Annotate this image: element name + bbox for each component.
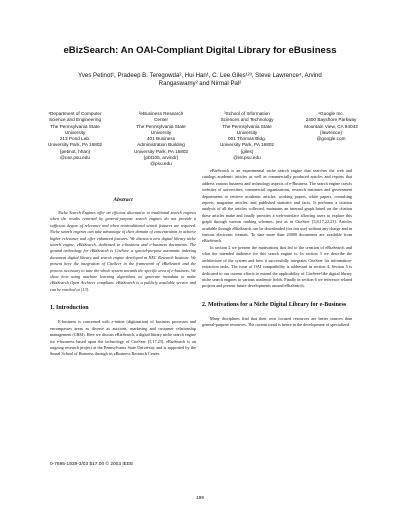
affiliation-line: @cse.psu.edu	[59, 155, 91, 161]
authors-line-2: Rangaswamy² and Nirmal Pal²	[158, 80, 242, 88]
affiliation-line: 401 Business	[146, 136, 176, 142]
affiliation-line: Mountain View, CA 94043	[304, 123, 358, 129]
affiliation-line: University	[150, 129, 172, 135]
affiliation-line: The Pennsylvania State	[222, 123, 272, 129]
abstract-heading: Abstract	[113, 197, 133, 203]
affiliation-4	[290, 111, 372, 142]
left-column	[50, 196, 196, 358]
right-paragraph-2: In section 2 we present the motivations that led to the creation of eBizSearch and what the intended audience for this search engine is. In section 3 we describe the architecture of the system and how it successfully integrates CiteSeer for information-extraction tasks. The issue of OAI compatibility is addressed in section 4. Section 5 is dedicated to our current efforts to extend the applicability of CiteSeer-like digital library niche search engines to various academic fields. Finally in section 6 we reference related projects and present future developments around eBizSearch.	[202, 244, 352, 289]
affiliation-line: University Park, PA 16802	[219, 142, 275, 148]
affiliation-line: Administration Building	[137, 142, 185, 148]
section-2-paragraph: Many disciplines find that their own focused resources are better sources than general-purpose resources. The current trend is hence in the development of specialized	[202, 315, 352, 328]
affiliation-line: ⁴Google Inc.	[318, 111, 344, 116]
affiliation-line: University	[64, 129, 86, 135]
affiliation-2	[120, 111, 202, 168]
affiliation-line: ³School of Information	[224, 111, 270, 116]
affiliation-line: ²eBusiness Research	[138, 111, 184, 116]
affiliation-line: University Park, PA 16802	[133, 148, 189, 154]
affiliation-line: @ist.psu.edu	[233, 155, 261, 161]
affiliation-line: The Pennsylvania State	[136, 123, 186, 129]
section-2-heading: 2. Motivations for a Niche Digital Library for e-Business	[202, 301, 347, 308]
affiliation-line: ¹Department of Computer	[48, 111, 102, 116]
affiliation-line: {pbt105, arvindr}	[143, 155, 179, 161]
affiliation-line: Center	[153, 117, 169, 123]
page-number: 199	[195, 496, 204, 501]
author-list	[18, 72, 382, 89]
affiliation-line: 2400 Bayshore Parkway	[305, 117, 357, 123]
authors-line-1: Yves Petinot¹, Pradeep B. Teregowda², Hui Han¹, C. Lee Giles¹²³, Steve Lawrence⁴, Arvind	[78, 72, 322, 79]
affiliation-line: The Pennsylvania State	[50, 123, 100, 129]
affiliation-line: @psu.edu	[150, 161, 172, 167]
section-1-heading: 1. Introduction	[50, 305, 89, 312]
affiliation-3	[206, 111, 288, 161]
affiliation-1	[34, 111, 116, 161]
affiliation-line: {lawrence}	[320, 129, 342, 135]
affiliation-line: University	[236, 129, 258, 135]
copyright-notice: 0-7695-1939-3/03 $17.00 © 2003 IEEE	[50, 462, 134, 467]
affiliation-line: @google.com	[316, 136, 346, 142]
affiliation-line: 213 Pond Lab.	[59, 136, 91, 142]
paper-title: eBizSearch: An OAI-Compliant Digital Library for eBusiness	[63, 45, 337, 56]
affiliation-line: University Park, PA 16802	[47, 142, 103, 148]
section-1-paragraph: E-business is concerned with e-ration (digitization) of business processes and encompasses areas as diverse as auctions, marketing and customer relationship management (CRM). Here we discuss eBizSearch, a digital library niche search engine for e-business based upon the technology of CiteSeer [5,17,23]. eBizSearch is an ongoing research project at the Pennsylvania State University and is supported by the Smeal School of Business through its eBusiness Research Center.	[50, 319, 196, 357]
affiliation-line: Sciences and Technology	[220, 117, 274, 123]
abstract-text: Niche Search Engines offer an efficient alternative to traditional search engines when the results returned by general-purpose search engines do not provide a sufficient degree of relevance and when nontraditional search features are required. Niche search engines can take advantage of their domain of concentration to achieve higher relevance and offer enhanced features. We discuss a new digital library niche search engine, eBizSearch, dedicated to e-business and e-business documents. The ground technology for eBizSearch is CiteSeer, a special-purpose automatic indexing document digital library and search engine developed at NEC Research Institute. We present here the integration of CiteSeer in the framework of eBizSearch and the process necessary to tune the whole system towards the specific area of e-business. We show how using machine learning algorithms we generate metadata to make eBizSearch Open Archives compliant. eBizSearch is a publicly available service and can be reached at [13].	[50, 210, 196, 292]
affiliation-line: 001 Thomas Bldg.	[228, 136, 266, 142]
affiliation-line: {petinot, hhan}	[59, 148, 91, 154]
affiliation-line: Science and Engineering	[48, 117, 102, 123]
right-column	[202, 168, 352, 329]
right-paragraph-1: eBizSearch is an experimental niche search engine that searches the web and catalogs academic articles as well as commercially produced articles and reports that address various business and technology aspects of e-Business. The search engine crawls websites of universities, commercial organizations, research institutes and government departments to retrieve academic articles, working papers, white papers, consulting reports, magazine articles, and published statistics and facts. It performs a citation analysis of all the articles collected, maintains an internal graph based on the citation these articles make and finally provides a web-interface allowing users to explore this graph through various ranking schemes, just as in CiteSeer [5,8,17,22,23]. Articles available through eBizSearch can be downloaded (for fair use) without any charge and in various electronic formats. To date more than 20000 documents are available from eBizSearch.	[202, 168, 352, 244]
affiliation-line: {giles}	[240, 148, 254, 154]
affiliations	[34, 111, 374, 167]
